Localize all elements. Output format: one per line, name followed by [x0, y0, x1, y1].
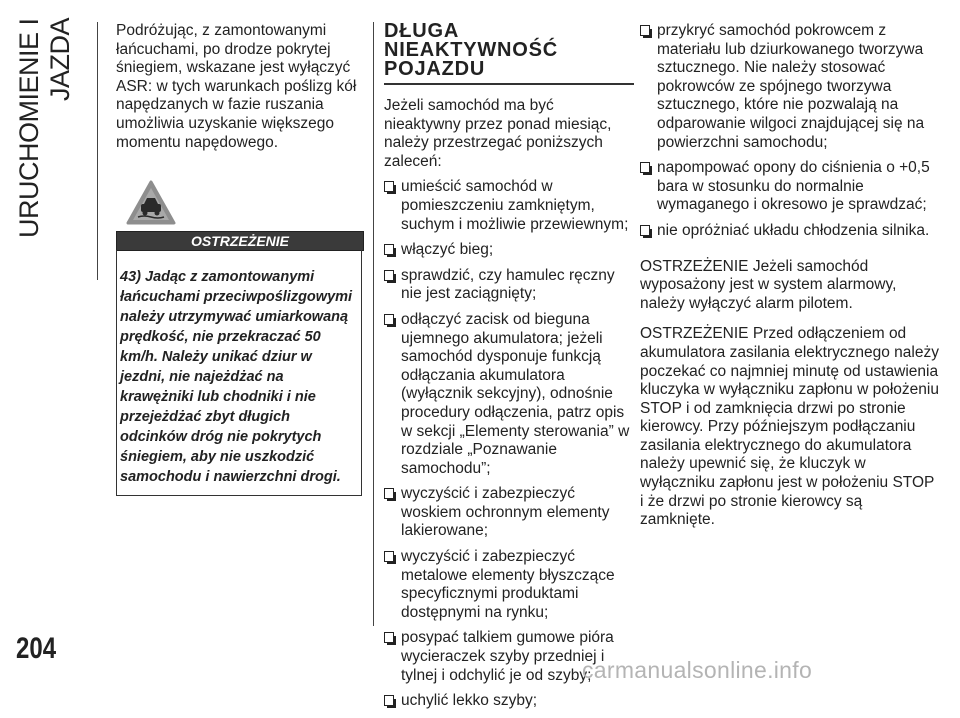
- checkbox-bullet-icon: [384, 244, 394, 255]
- checkbox-bullet-icon: [384, 632, 394, 643]
- checkbox-bullet-icon: [384, 695, 394, 706]
- heading-line-1: DŁUGA: [384, 20, 460, 42]
- column-1: [116, 22, 368, 485]
- section-divider: [97, 22, 98, 280]
- list-item: wyczyścić i zabezpieczyć woskiem ochronnym elementy lakierowane;: [384, 485, 634, 541]
- checkbox-bullet-icon: [384, 270, 394, 281]
- list-item: umieścić samochód w pomieszczeniu zamkniętym, suchym i możliwie przewiewnym;: [384, 178, 634, 234]
- list-item: posypać talkiem gumowe pióra wycieraczek szyby przedniej i tylnej i odchylić je od szyby;: [384, 629, 634, 685]
- checkbox-bullet-icon: [640, 225, 650, 236]
- section-heading: [384, 22, 634, 79]
- battery-warning-note: OSTRZEŻENIE Przed odłączeniem od akumulatora zasilania elektrycznego należy poczekać co najmniej minutę od ustawienia kluczyka w wyłączniku zapłonu w położeniu STOP i od zamknięcia drzwi po stronie kierowcy. Przy późniejszym podłączaniu zasilania elektrycznego do akumulatora należy upewnić się, że kluczyk w wyłączniku zapłonu jest w położeniu STOP i że drzwi po stronie kierowcy są zamknięte.: [640, 325, 939, 529]
- heading-line-3: POJAZDU: [384, 58, 486, 80]
- warning-number: 43): [120, 269, 141, 285]
- list-item: nie opróżniać układu chłodzenia silnika.: [640, 222, 940, 241]
- watermark: carmanualsonline.info: [582, 657, 813, 683]
- checkbox-bullet-icon: [384, 488, 394, 499]
- warning-body: Jadąc z zamontowanymi łańcuchami przeciwpoślizgowymi należy utrzymywać umiarkowaną prędkość, nie przekraczać 50 km/h. Należy unikać dziur w jezdni, nie najeżdżać na krawężniki lub chodniki i nie przejeżdżać zbyt długich odcinków dróg nie pokrytych śniegiem, aby nie uszkodzić samochodu i nawierzchni drogi.: [120, 269, 353, 485]
- list-item: przykryć samochód pokrowcem z materiału lub dziurkowanego tworzywa sztucznego. Nie należy stosować pokrowców ze spójnego tworzywa sztucznego, które nie pozwalają na odparowanie wilgoci znajdującej się na powierzchni samochodu;: [640, 22, 940, 152]
- list-item: wyczyścić i zabezpieczyć metalowe elementy błyszczące specyficznymi produktami dostępnymi na rynku;: [384, 548, 634, 622]
- chains-intro-paragraph: Podróżując, z zamontowanymi łańcuchami, po drodze pokrytej śniegiem, wskazane jest wyłączyć ASR: w tych warunkach poślizg kół napędzanych w fazie ruszania umożliwia uzyskanie większego momentu napędowego.: [116, 22, 357, 151]
- list-item: odłączyć zacisk od bieguna ujemnego akumulatora; jeżeli samochód dysponuje funkcją odłączania akumulatora (wyłącznik sekcyjny), odnośnie procedury odłączenia, patrz opis w sekcji „Elementy sterowania” w rozdziale „Poznawanie samochodu”;: [384, 311, 634, 478]
- alarm-warning-note: OSTRZEŻENIE Jeżeli samochód wyposażony jest w system alarmowy, należy wyłączyć alarm pilotem.: [640, 257, 897, 312]
- list-item: uchylić lekko szyby;: [384, 692, 634, 711]
- inactivity-checklist-continued: [640, 22, 940, 241]
- page-number: 204: [16, 632, 57, 665]
- heading-line-2: NIEAKTYWNOŚĆ: [384, 39, 559, 61]
- inactivity-intro-paragraph: Jeżeli samochód ma być nieaktywny przez ponad miesiąc, należy przestrzegać poniższych zaleceń:: [384, 97, 612, 170]
- inactivity-checklist: [384, 178, 634, 710]
- checkbox-bullet-icon: [640, 162, 650, 173]
- column-2: [384, 22, 634, 718]
- list-item: napompować opony do ciśnienia o +0,5 bara w stosunku do normalnie wymaganego i okresowo je sprawdzać;: [640, 159, 940, 215]
- checkbox-bullet-icon: [640, 25, 650, 36]
- list-item: sprawdzić, czy hamulec ręczny nie jest zaciągnięty;: [384, 267, 634, 304]
- checkbox-bullet-icon: [384, 314, 394, 325]
- warning-label-bar: OSTRZEŻENIE: [116, 231, 364, 251]
- warning-text: [120, 267, 360, 487]
- car-on-slope-warning-icon: [126, 180, 176, 226]
- section-title: URUCHOMIENIE I JAZDA: [14, 18, 75, 238]
- list-item: włączyć bieg;: [384, 241, 634, 260]
- column-divider: [373, 22, 374, 626]
- checkbox-bullet-icon: [384, 181, 394, 192]
- column-3: [640, 22, 940, 530]
- checkbox-bullet-icon: [384, 551, 394, 562]
